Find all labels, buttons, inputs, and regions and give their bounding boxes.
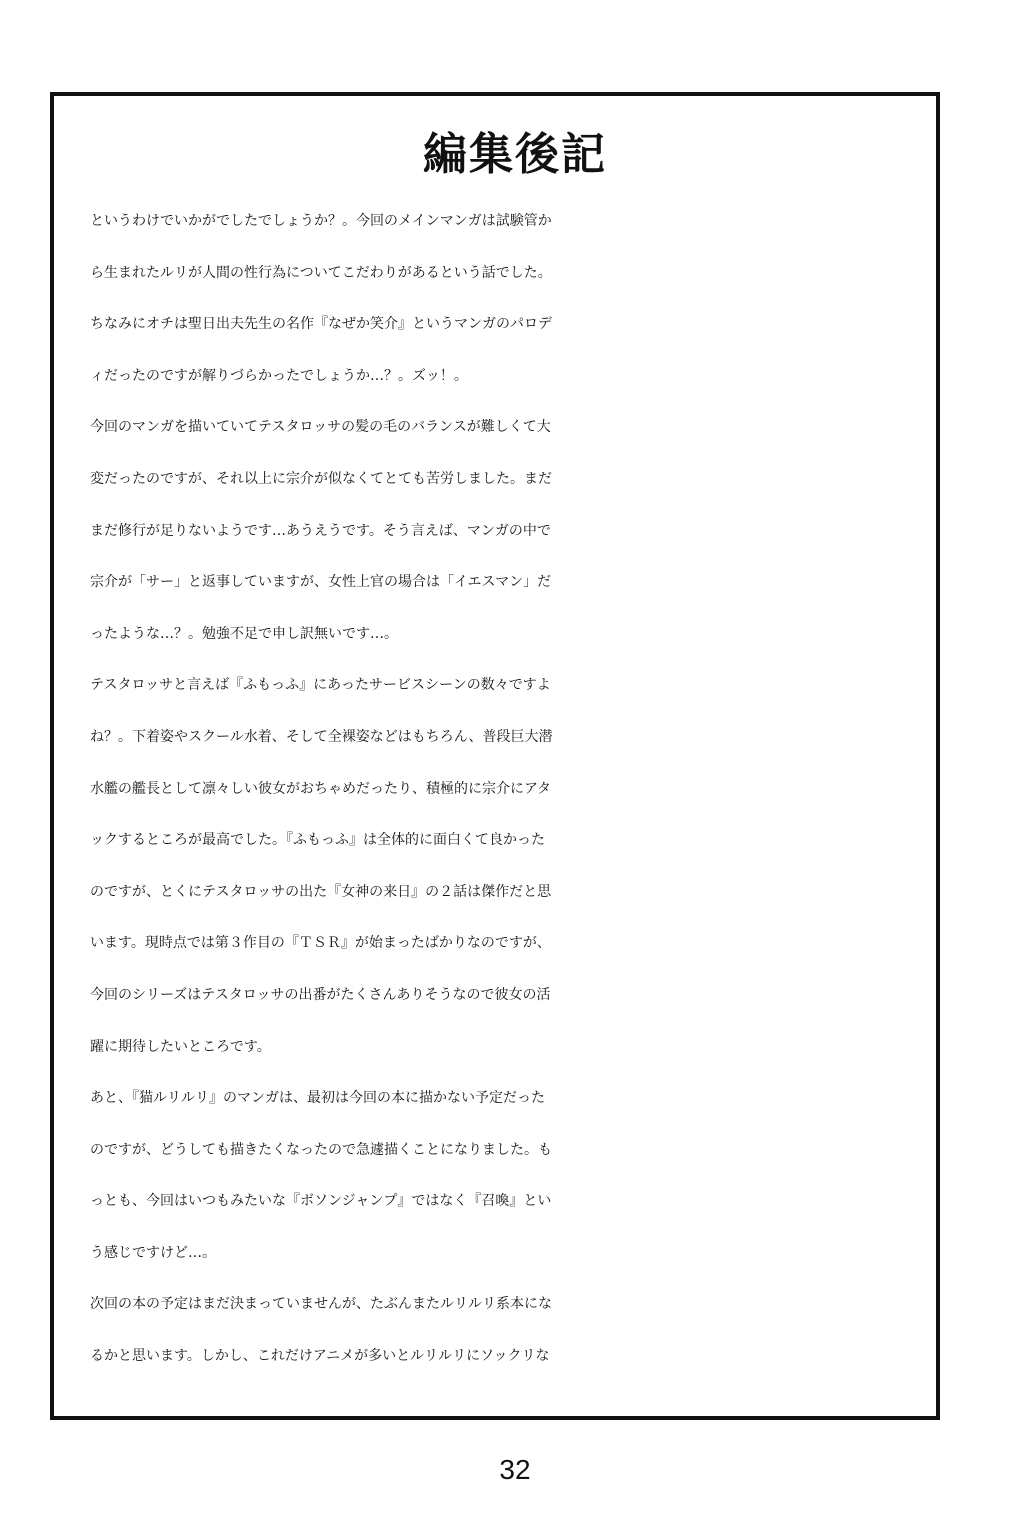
- text-line: 水艦の艦長として凛々しい彼女がおちゃめだったり、積極的に宗介にアタ: [90, 780, 552, 797]
- text-line: 躍に期待したいところです。: [90, 1038, 271, 1055]
- text-line: います。現時点では第３作目の『ＴＳＲ』が始まったばかりなのですが、: [90, 935, 551, 952]
- text-line: 宗介が「サー」と返事していますが、女性上官の場合は「イエスマン」だ: [90, 574, 552, 591]
- text-line: るかと思います。しかし、これだけアニメが多いとルリルリにソックリな: [90, 1348, 550, 1365]
- text-line: のですが、とくにテスタロッサの出た『女神の来日』の２話は傑作だと思: [90, 883, 552, 900]
- text-line: っとも、今回はいつもみたいな『ボソンジャンプ』ではなく『召喚』とい: [90, 1193, 552, 1210]
- text-line: というわけでいかがでしたでしょうか？。今回のメインマンガは試験管か: [90, 213, 552, 229]
- text-line: う感じですけど…。: [90, 1244, 216, 1261]
- text-line: ちなみにオチは聖日出夫先生の名作『なぜか笑介』というマンガのパロデ: [90, 316, 552, 333]
- text-line: 次回の本の予定はまだ決まっていませんが、たぶんまたルリルリ系本にな: [90, 1296, 552, 1313]
- text-line: ったような…？。勉強不足で申し訳無いです…。: [90, 625, 398, 642]
- text-line: ら生まれたルリが人間の性行為についてこだわりがあるという話でした。: [90, 264, 552, 281]
- page-title: 編集後記: [423, 129, 607, 180]
- text-line: ね？。下着姿やスクール水着、そして全裸姿などはもちろん、普段巨大潜: [90, 728, 553, 745]
- text-line: まだ修行が足りないようです…あうえうです。そう言えば、マンガの中で: [90, 522, 551, 539]
- text-line: 今回のマンガを描いていてテスタロッサの髪の毛のバランスが難しくて大: [90, 419, 551, 436]
- text-line: ィだったのですが解りづらかったでしょうか…？。ズッ！。: [90, 367, 468, 384]
- page-number: 32: [499, 1454, 531, 1485]
- text-line: 今回のシリーズはテスタロッサの出番がたくさんありそうなので彼女の活: [90, 986, 551, 1003]
- text-line: 変だったのですが、それ以上に宗介が似なくてとても苦労しました。まだ: [90, 470, 552, 487]
- afterword-body: [90, 196, 910, 1383]
- text-line: ックするところが最高でした。『ふもっふ』は全体的に面白くて良かった: [90, 832, 545, 849]
- text-line: のですが、どうしても描きたくなったので急遽描くことになりました。も: [90, 1141, 552, 1158]
- text-line: あと、『猫ルリルリ』のマンガは、最初は今回の本に描かない予定だった: [90, 1090, 545, 1107]
- text-line: テスタロッサと言えば『ふもっふ』にあったサービスシーンの数々ですよ: [90, 677, 551, 694]
